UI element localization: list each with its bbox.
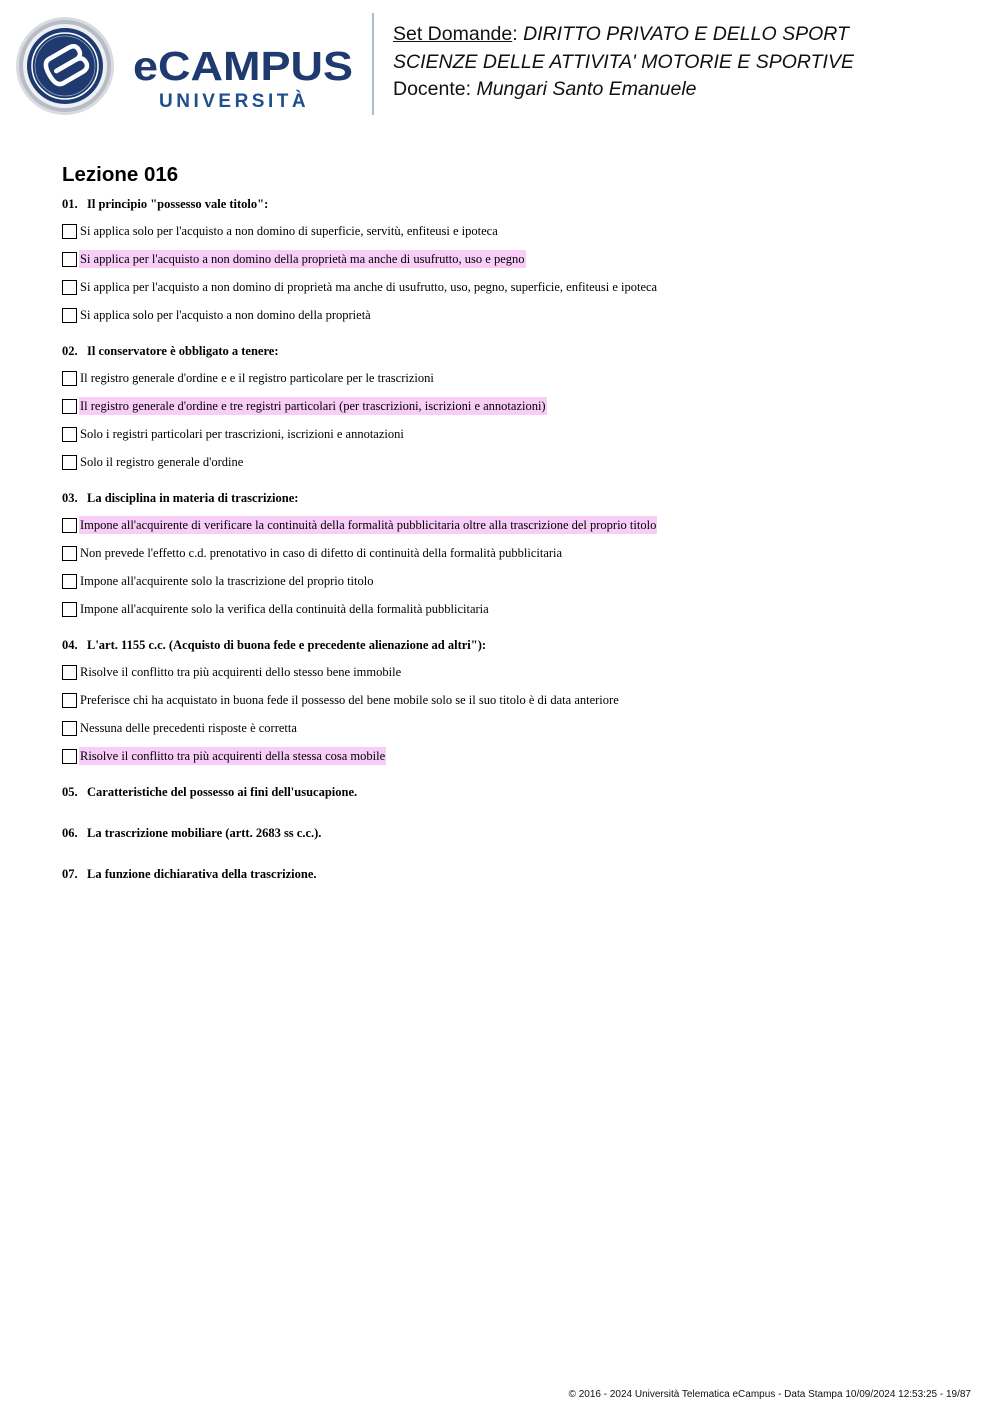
answer-text: Si applica per l'acquisto a non domino di proprietà ma anche di usufrutto, uso, pegno, superficie, enfiteusi e ipoteca <box>80 280 658 294</box>
answer-option[interactable] <box>62 448 962 476</box>
question-number: 05. <box>62 785 78 799</box>
question-list <box>62 196 962 770</box>
degree-name: SCIENZE DELLE ATTIVITA' MOTORIE E SPORTIVE <box>393 50 854 73</box>
answer-checkbox[interactable] <box>62 574 77 589</box>
answer-text: Risolve il conflitto tra più acquirenti dello stesso bene immobile <box>80 665 402 679</box>
answer-checkbox[interactable] <box>62 518 77 533</box>
question-number: 06. <box>62 826 78 840</box>
answer-checkbox[interactable] <box>62 399 77 414</box>
answer-option[interactable] <box>62 686 962 714</box>
question-title <box>62 343 962 359</box>
answer-option-correct[interactable] <box>62 245 962 273</box>
answer-text: Impone all'acquirente solo la verifica della continuità della formalità pubblicitaria <box>80 602 489 616</box>
answer-option[interactable] <box>62 217 962 245</box>
question-text: La disciplina in materia di trascrizione: <box>87 491 299 505</box>
teacher-line <box>393 76 854 104</box>
question-text: Il principio "possesso vale titolo": <box>87 197 269 211</box>
brand-name: eCAMPUS <box>133 44 353 89</box>
answer-text: Solo i registri particolari per trascrizioni, iscrizioni e annotazioni <box>80 427 404 441</box>
quiz-content <box>62 160 962 907</box>
question-title <box>62 490 962 506</box>
question-number: 03. <box>62 491 78 505</box>
answer-checkbox[interactable] <box>62 371 77 386</box>
question-title <box>62 825 962 841</box>
question-text: Il conservatore è obbligato a tenere: <box>87 344 279 358</box>
teacher-name: Mungari Santo Emanuele <box>476 78 697 100</box>
question-text: La trascrizione mobiliare (artt. 2683 ss c.c.). <box>87 826 322 840</box>
answer-text: Risolve il conflitto tra più acquirenti della stessa cosa mobile <box>80 749 386 763</box>
answer-option[interactable] <box>62 567 962 595</box>
answer-checkbox[interactable] <box>62 693 77 708</box>
answer-option[interactable] <box>62 539 962 567</box>
answer-checkbox[interactable] <box>62 546 77 561</box>
answer-option[interactable] <box>62 595 962 623</box>
ecampus-wordmark-logo <box>133 44 355 110</box>
answer-text: Il registro generale d'ordine e e il registro particolare per le trascrizioni <box>80 371 434 385</box>
set-separator: : <box>512 23 524 45</box>
answer-checkbox[interactable] <box>62 308 77 323</box>
course-line <box>393 21 854 49</box>
question-text: L'art. 1155 c.c. (Acquisto di buona fede e precedente alienazione ad altri"): <box>87 638 487 652</box>
brand-subtitle: UNIVERSITÀ <box>159 91 310 110</box>
question-block <box>62 637 962 770</box>
answer-option[interactable] <box>62 420 962 448</box>
answer-checkbox[interactable] <box>62 280 77 295</box>
question-block <box>62 343 962 476</box>
answer-text: Impone all'acquirente solo la trascrizione del proprio titolo <box>80 574 374 588</box>
question-number: 02. <box>62 344 78 358</box>
answer-checkbox[interactable] <box>62 224 77 239</box>
answer-checkbox[interactable] <box>62 665 77 680</box>
question-text: La funzione dichiarativa della trascrizione. <box>87 867 317 881</box>
question-title <box>62 866 962 882</box>
answer-option[interactable] <box>62 301 962 329</box>
question-number: 04. <box>62 638 78 652</box>
question-title <box>62 196 962 212</box>
answer-text: Si applica solo per l'acquisto a non domino della proprietà <box>80 308 371 322</box>
answer-checkbox[interactable] <box>62 721 77 736</box>
ecampus-seal-logo <box>15 16 115 116</box>
open-question-list <box>62 784 962 882</box>
set-label: Set Domande <box>393 23 513 45</box>
answer-checkbox[interactable] <box>62 749 77 764</box>
answer-option[interactable] <box>62 714 962 742</box>
answer-text: Si applica solo per l'acquisto a non domino di superficie, servitù, enfiteusi e ipoteca <box>80 224 498 238</box>
answer-option[interactable] <box>62 364 962 392</box>
answer-text: Si applica per l'acquisto a non domino della proprietà ma anche di usufrutto, uso e pegno <box>80 252 525 266</box>
answer-checkbox[interactable] <box>62 427 77 442</box>
answer-text: Solo il registro generale d'ordine <box>80 455 244 469</box>
answer-option[interactable] <box>62 273 962 301</box>
course-info <box>393 21 854 104</box>
open-question-block <box>62 866 962 882</box>
answer-text: Preferisce chi ha acquistato in buona fede il possesso del bene mobile solo se il suo titolo è di data anteriore <box>80 693 619 707</box>
open-question-block <box>62 825 962 841</box>
page-header <box>0 0 1000 130</box>
question-number: 01. <box>62 197 78 211</box>
course-name: DIRITTO PRIVATO E DELLO SPORT <box>523 23 849 45</box>
answer-checkbox[interactable] <box>62 455 77 470</box>
question-block <box>62 196 962 329</box>
teacher-label: Docente: <box>393 78 477 100</box>
answer-text: Non prevede l'effetto c.d. prenotativo in caso di difetto di continuità della formalità pubblicitaria <box>80 546 563 560</box>
answer-checkbox[interactable] <box>62 252 77 267</box>
answer-checkbox[interactable] <box>62 602 77 617</box>
answer-text: Impone all'acquirente di verificare la continuità della formalità pubblicitaria oltre alla trascrizione del proprio titolo <box>80 518 657 532</box>
answer-text: Nessuna delle precedenti risposte è corretta <box>80 721 297 735</box>
question-title <box>62 637 962 653</box>
answer-option-correct[interactable] <box>62 392 962 420</box>
lesson-title: Lezione 016 <box>62 163 179 186</box>
answer-option-correct[interactable] <box>62 742 962 770</box>
question-title <box>62 784 962 800</box>
open-question-block <box>62 784 962 800</box>
question-text: Caratteristiche del possesso ai fini dell'usucapione. <box>87 785 358 799</box>
answer-option-correct[interactable] <box>62 511 962 539</box>
page-footer: © 2016 - 2024 Università Telematica eCampus - Data Stampa 10/09/2024 12:53:25 - 19/87 <box>568 1389 971 1400</box>
answer-option[interactable] <box>62 658 962 686</box>
header-divider <box>372 13 374 115</box>
answer-text: Il registro generale d'ordine e tre registri particolari (per trascrizioni, iscrizioni e annotazioni) <box>80 399 546 413</box>
question-block <box>62 490 962 623</box>
question-number: 07. <box>62 867 78 881</box>
